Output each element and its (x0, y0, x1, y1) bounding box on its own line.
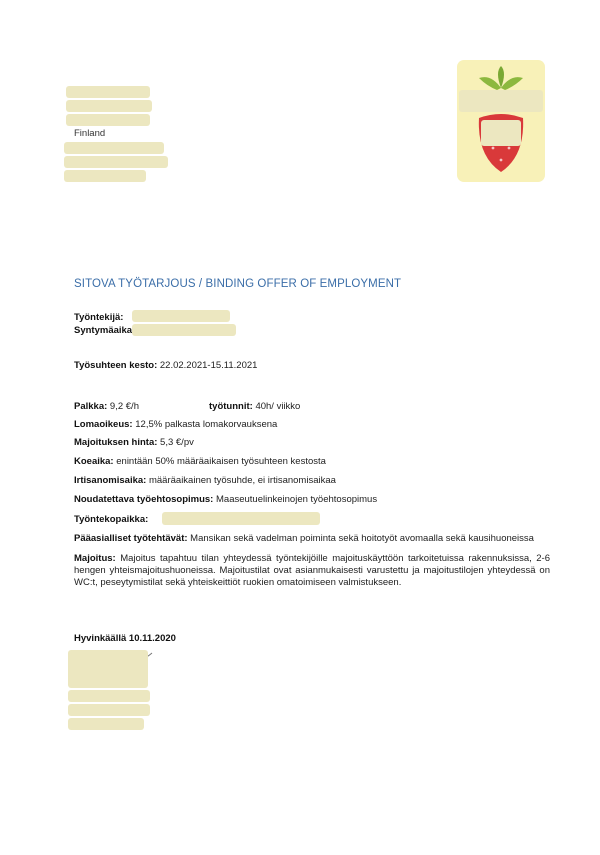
agreement-label: Noudatettava työehtosopimus: (74, 494, 214, 505)
document-title: SITOVA TYÖTARJOUS / BINDING OFFER OF EMPLOYMENT (74, 278, 402, 290)
agreement-row (74, 494, 377, 505)
trial-value: enintään 50% määräaikaisen työsuhteen kestosta (116, 456, 326, 467)
accommodation-price-value: 5,3 €/pv (160, 437, 194, 448)
vacation-value: 12,5% palkasta lomakorvauksena (135, 419, 278, 430)
hours-row (209, 401, 300, 412)
duration-row (74, 360, 257, 371)
hours-label: työtunnit: (209, 401, 253, 412)
birthdate-label: Syntymäaika (74, 325, 133, 336)
redacted-worker-name (132, 310, 230, 322)
redacted-logo-text-2 (481, 120, 521, 146)
salary-row (74, 401, 139, 412)
tasks-row (74, 533, 534, 544)
workplace-label: Työntekopaikka: (74, 514, 149, 525)
housing-paragraph (74, 553, 550, 589)
trial-label: Koeaika: (74, 456, 114, 467)
redacted-sender-name (66, 86, 150, 98)
redacted-workplace (162, 512, 320, 525)
redacted-signer-name (68, 690, 150, 702)
vacation-label: Lomaoikeus: (74, 419, 133, 430)
accommodation-price-row (74, 437, 194, 448)
company-logo (457, 60, 545, 182)
worker-row (74, 312, 123, 323)
housing-label: Majoitus: (74, 553, 116, 564)
redacted-sender-contact-2 (64, 156, 168, 168)
salary-label: Palkka: (74, 401, 108, 412)
redacted-signer-company (68, 718, 144, 730)
notice-row (74, 475, 336, 486)
redacted-birthdate (132, 324, 236, 336)
hours-value: 40h/ viikko (255, 401, 301, 412)
vacation-row (74, 419, 277, 430)
redacted-logo-text (459, 90, 543, 112)
redacted-sender-contact-3 (64, 170, 146, 182)
trial-row (74, 456, 326, 467)
birthdate-row (74, 325, 132, 336)
duration-value: 22.02.2021-15.11.2021 (159, 360, 258, 371)
housing-value: Majoitus tapahtuu tilan yhteydessä työntekijöille majoituskäyttöön tarkoitetuissa rakennuksissa, 2-6 hengen yhteismajoitushuoneissa. Majoitustilat ovat asianmukaisesti varustettu ja majoitustilojen yhteydessä on WC:t, peseytymistilat sekä yhteiskeittiöt ruokien omatoimiseen valmistukseen. (74, 553, 550, 588)
signature-place-date: Hyvinkäällä 10.11.2020 (74, 633, 176, 644)
redacted-sender-address-2 (66, 114, 150, 126)
duration-label: Työsuhteen kesto: (74, 360, 158, 371)
redacted-signer-title (68, 704, 150, 716)
agreement-value: Maaseutuelinkeinojen työehtosopimus (216, 494, 378, 505)
salary-value: 9,2 €/h (109, 401, 139, 412)
workplace-row (74, 514, 148, 525)
redacted-sender-contact-1 (64, 142, 164, 154)
notice-label: Irtisanomisaika: (74, 475, 147, 486)
worker-label: Työntekijä: (74, 312, 124, 323)
notice-value: määräaikainen työsuhde, ei irtisanomisaikaa (148, 475, 336, 486)
redacted-signature (68, 650, 148, 688)
tasks-value: Mansikan sekä vadelman poiminta sekä hoitotyöt avomaalla sekä kausihuoneissa (190, 533, 534, 544)
sender-country: Finland (74, 128, 106, 139)
accommodation-price-label: Majoituksen hinta: (74, 437, 158, 448)
tasks-label: Pääasialliset työtehtävät: (74, 533, 188, 544)
redacted-sender-address-1 (66, 100, 152, 112)
